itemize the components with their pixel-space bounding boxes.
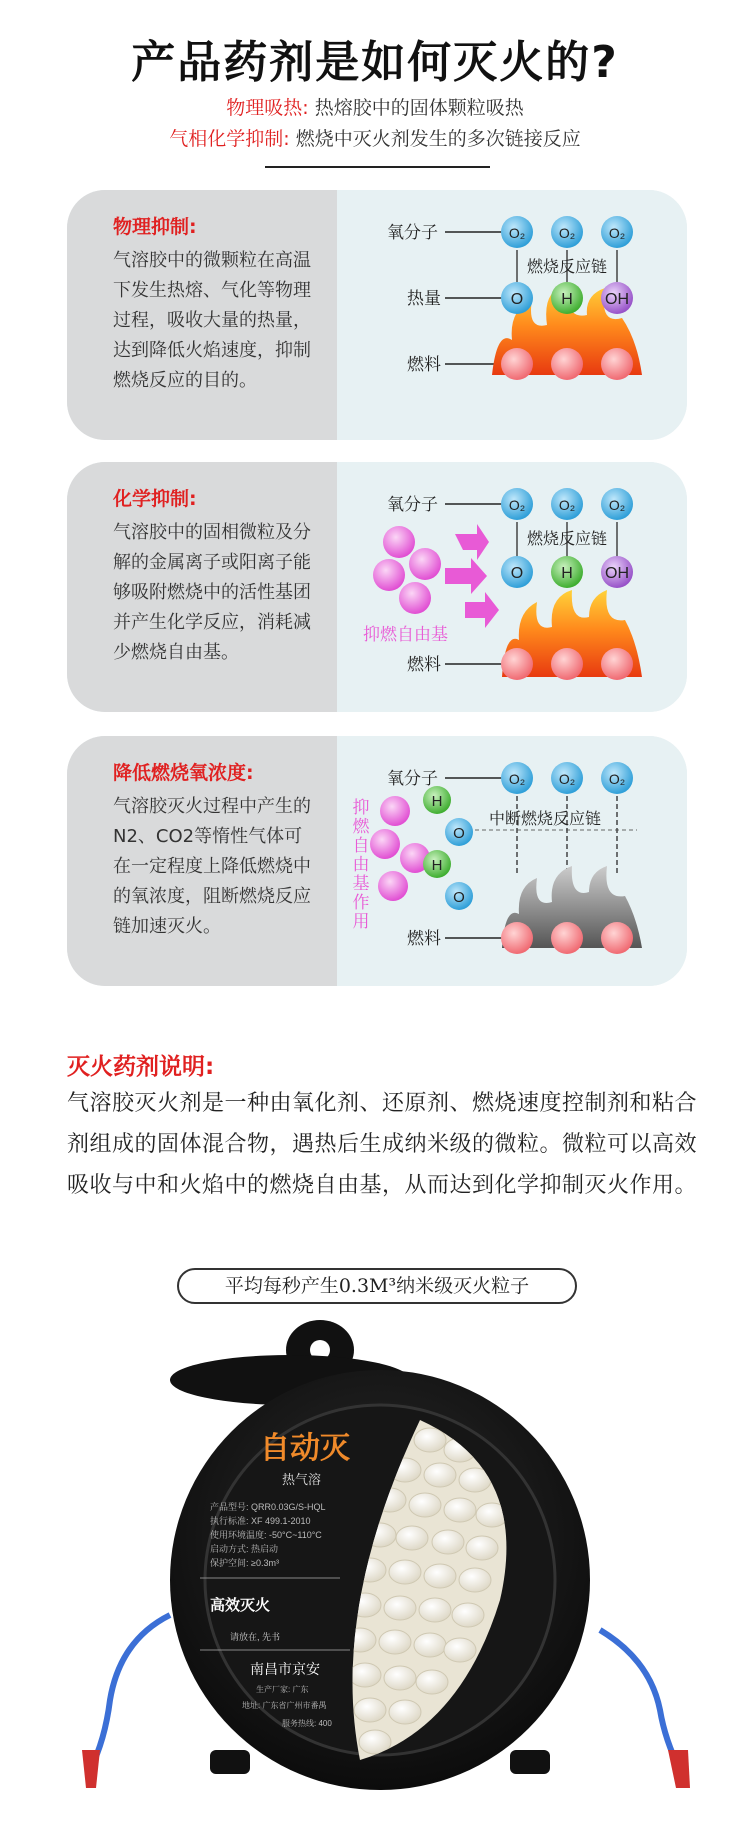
spec-line: 保护空间: ≥0.3m³	[210, 1558, 279, 1568]
subtitle-chemical-text: 燃烧中灭火剂发生的多次链接反应	[295, 128, 581, 150]
fuel-particle-icon	[601, 922, 633, 954]
label-oxygen: 氧分子	[387, 769, 438, 788]
wire-tip-left	[82, 1750, 100, 1788]
fuel-particle-icon	[501, 648, 533, 680]
o2-text: O₂	[558, 497, 576, 513]
fuel-particle-icon	[501, 348, 533, 380]
o2-text: O₂	[508, 225, 526, 241]
spec-line: 执行标准: XF 499.1-2010	[210, 1516, 311, 1526]
spec-line: 启动方式: 热启动	[210, 1544, 279, 1554]
label-service: 服务热线: 400	[282, 1719, 332, 1728]
subtitle-chemical-label: 气相化学抑制:	[169, 128, 290, 150]
label-title: 自动灭	[260, 1432, 350, 1465]
page-title: 产品药剂是如何灭火的?	[131, 37, 619, 88]
o2-text: O₂	[508, 771, 526, 787]
label-efficient: 高效灭火	[210, 1597, 271, 1614]
card-body: 气溶胶中的固相微粒及分解的金属离子或阳离子能够吸附燃烧中的活性基团并产生化学反应，消耗减少燃烧自由基。	[113, 522, 311, 663]
inhibitor-particle-icon	[399, 582, 431, 614]
inhibitor-particle-icon	[378, 871, 408, 901]
card-physical-inhibition	[67, 190, 687, 440]
o2-text: O₂	[608, 771, 626, 787]
o-text: O	[453, 825, 465, 842]
label-maker: 生产厂家: 广东	[256, 1685, 309, 1694]
o-text: O	[510, 291, 524, 308]
wire-tip-right	[668, 1750, 690, 1788]
wire-right	[600, 1630, 680, 1770]
label-fuel: 燃料	[407, 355, 441, 374]
particle-rate-badge: 平均每秒产生0.3M³纳米级灭火粒子	[177, 1268, 577, 1304]
card-lower-oxygen	[67, 736, 687, 986]
label-fuel: 燃料	[407, 655, 441, 674]
h-text: H	[431, 857, 443, 874]
inhibitor-particle-icon	[409, 548, 441, 580]
o2-text: O₂	[558, 771, 576, 787]
inhibitor-particle-icon	[370, 829, 400, 859]
subtitle-physical-label: 物理吸热:	[226, 97, 309, 119]
inhibitor-particle-icon	[380, 796, 410, 826]
fuel-particle-icon	[551, 348, 583, 380]
diagram-chemical	[337, 462, 687, 712]
card-heading: 物理抑制:	[113, 216, 197, 238]
oh-text: OH	[605, 565, 629, 582]
arrow-right-icon	[455, 524, 489, 560]
inhibit-label: 抑燃自由基	[363, 625, 448, 644]
wire-left	[90, 1615, 170, 1770]
subtitle-physical-text: 热熔胶中的固体颗粒吸热	[314, 97, 524, 119]
section-heading: 灭火药剂说明:	[67, 1054, 215, 1080]
fuel-particle-icon	[551, 648, 583, 680]
subtitle-chemical	[0, 124, 750, 151]
label-fuel: 燃料	[407, 929, 441, 948]
title-divider	[265, 166, 490, 168]
inhibitor-particle-icon	[383, 526, 415, 558]
section-paragraph: 气溶胶灭火剂是一种由氧化剂、还原剂、燃烧速度控制剂和粘合剂组成的固体混合物，遇热后生成纳米级的微粒。微粒可以高效吸收与中和火焰中的燃烧自由基，从而达到化学抑制灭火作用。	[67, 1091, 698, 1198]
oh-text: OH	[605, 291, 629, 308]
card-heading: 化学抑制:	[113, 488, 197, 510]
h-text: H	[431, 793, 443, 810]
o2-text: O₂	[608, 225, 626, 241]
fuel-particle-icon	[601, 348, 633, 380]
label-heat: 热量	[407, 289, 441, 308]
chain-label: 燃烧反应链	[527, 259, 608, 276]
label-warning: 请放在, 先书	[230, 1632, 281, 1642]
arrow-right-icon	[465, 592, 499, 628]
subtitle-physical	[0, 93, 750, 120]
label-address: 地址: 广东省广州市番禺	[242, 1701, 327, 1710]
inhibitor-particle-icon	[373, 559, 405, 591]
spec-line: 产品型号: QRR0.03G/S-HQL	[210, 1502, 326, 1512]
device-foot	[510, 1750, 550, 1774]
label-oxygen: 氧分子	[387, 495, 438, 514]
card-chemical-inhibition	[67, 462, 687, 712]
chain-label: 燃烧反应链	[527, 531, 608, 548]
card-body: 气溶胶中的微颗粒在高温下发生热熔、气化等物理过程，吸收大量的热量，达到降低火焰速度，抑制燃烧反应的目的。	[113, 250, 311, 391]
o2-text: O₂	[508, 497, 526, 513]
device-foot	[210, 1750, 250, 1774]
card-heading: 降低燃烧氧浓度:	[113, 762, 254, 784]
o-text: O	[453, 889, 465, 906]
diagram-physical	[337, 190, 687, 440]
o-text: O	[510, 565, 524, 582]
fuel-particle-icon	[501, 922, 533, 954]
o2-text: O₂	[608, 497, 626, 513]
fuel-particle-icon	[551, 922, 583, 954]
h-text: H	[561, 565, 573, 582]
label-subtitle: 热气溶	[282, 1472, 322, 1487]
o2-text: O₂	[558, 225, 576, 241]
chain-label: 中断燃烧反应链	[489, 811, 602, 828]
fuel-particle-icon	[601, 648, 633, 680]
product-photo	[60, 1310, 700, 1810]
label-oxygen: 氧分子	[387, 223, 438, 242]
spec-line: 使用环境温度: -50°C~110°C	[210, 1530, 322, 1540]
card-body: 气溶胶灭火过程中产生的N2、CO2等惰性气体可在一定程度上降低燃烧中的氧浓度，阻断燃烧反应链加速灭火。	[113, 796, 311, 937]
diagram-lower-oxygen	[337, 736, 687, 986]
inhibit-vertical-label: 抑燃自由基作用	[349, 798, 369, 931]
label-company: 南昌市京安	[250, 1661, 320, 1677]
arrow-right-icon	[445, 558, 487, 594]
h-text: H	[561, 291, 573, 308]
